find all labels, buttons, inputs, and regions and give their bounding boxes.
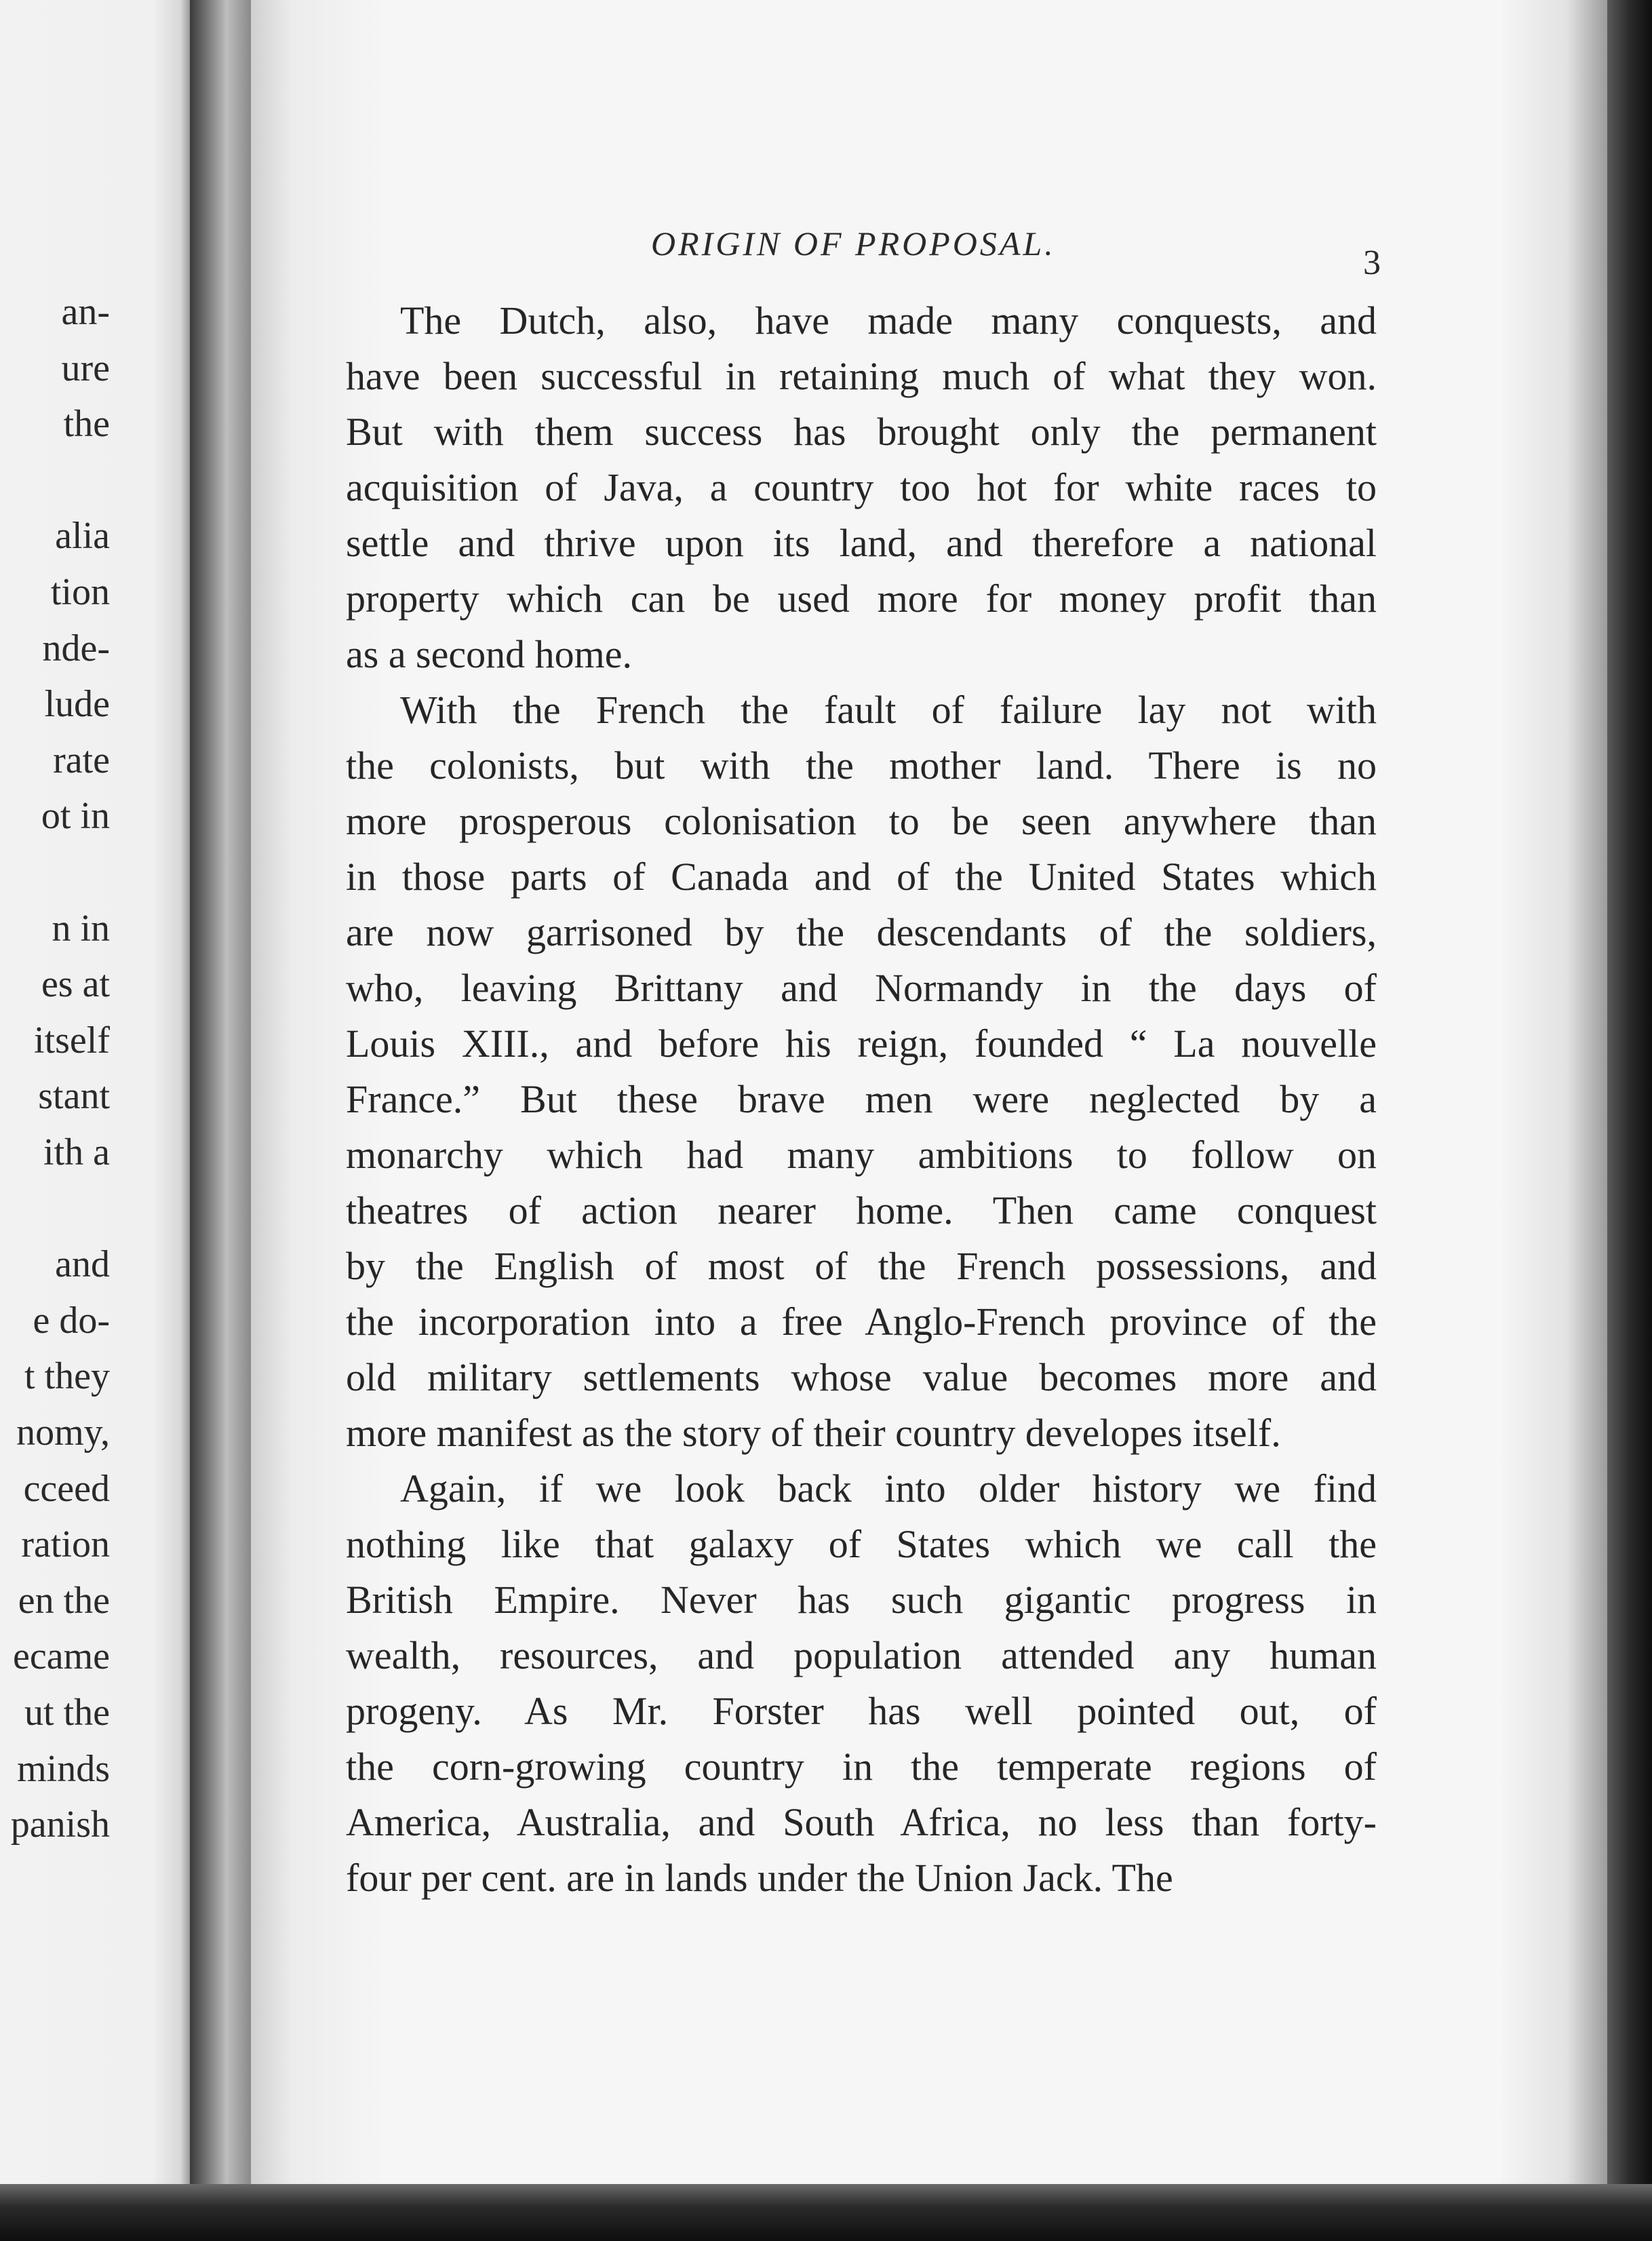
left-page-fragment: nomy, [16, 1411, 110, 1454]
left-page-fragment: stant [38, 1075, 110, 1118]
text-line: settle and thrive upon its land, and therefore a national [346, 521, 1377, 565]
left-page-fragment: t they [24, 1355, 110, 1398]
text-line: the colonists, but with the mother land. There is no [346, 743, 1377, 787]
text-line: as a second home. [346, 632, 632, 676]
book-gutter [190, 0, 251, 2241]
text-line: more manifest as the story of their country developes itself. [346, 1411, 1281, 1455]
left-page-fragment: ith a [43, 1131, 110, 1173]
text-line: more prosperous colonisation to be seen anywhere than [346, 799, 1377, 843]
left-page-fragment: and [55, 1243, 110, 1286]
text-line: acquisition of Java, a country too hot for white races to [346, 465, 1377, 509]
bottom-edge-shadow [0, 2184, 1652, 2241]
text-line: British Empire. Never has such gigantic progress in [346, 1578, 1377, 1622]
left-facing-page [0, 0, 190, 2184]
text-line: monarchy which had many ambitions to follow on [346, 1133, 1377, 1177]
left-page-fragment: nde- [42, 627, 110, 669]
text-line: by the English of most of the French possessions, and [346, 1244, 1377, 1288]
left-page-fragment: cceed [23, 1467, 110, 1510]
paragraph [346, 1461, 1377, 1906]
left-page-fragment: ot in [41, 795, 110, 838]
text-line: theatres of action nearer home. Then came conquest [346, 1188, 1377, 1232]
text-line: the incorporation into a free Anglo-French province of the [346, 1300, 1377, 1344]
left-page-fragment: e do- [33, 1299, 110, 1342]
left-page-fragment: minds [17, 1747, 110, 1790]
text-line: Again, if we look back into older history we find [400, 1466, 1377, 1511]
text-line: France.” But these brave men were neglected by a [346, 1077, 1377, 1121]
text-line: four per cent. are in lands under the Union Jack. The [346, 1856, 1173, 1900]
page-edge-shadow [1607, 0, 1652, 2241]
text-line: wealth, resources, and population attended any human [346, 1633, 1377, 1677]
left-page-fragment: alia [55, 515, 110, 558]
text-line: nothing like that galaxy of States which we call the [346, 1522, 1377, 1566]
left-page-fragment: tion [50, 571, 110, 613]
left-page-fragment: panish [10, 1804, 110, 1846]
left-page-fragment: ration [21, 1523, 110, 1566]
left-page-fragment: en the [18, 1579, 110, 1622]
left-page-fragment: ut the [24, 1692, 110, 1734]
text-line: The Dutch, also, have made many conquests, and [400, 298, 1377, 343]
text-line: Louis XIII., and before his reign, founded “ La nouvelle [346, 1021, 1377, 1066]
left-page-fragment: itself [34, 1019, 110, 1061]
left-page-fragment: n in [52, 907, 110, 950]
text-line: But with them success has brought only the permanent [346, 410, 1377, 454]
text-line: America, Australia, and South Africa, no less than forty- [346, 1800, 1377, 1844]
text-line: who, leaving Brittany and Normandy in the days of [346, 966, 1377, 1010]
running-head: ORIGIN OF PROPOSAL. [651, 225, 1056, 262]
text-line: have been successful in retaining much of what they won. [346, 354, 1377, 398]
text-line: With the French the fault of failure lay not with [400, 688, 1377, 732]
body-text [346, 293, 1377, 1906]
left-page-fragment: lude [44, 683, 110, 726]
text-line: property which can be used more for money profit than [346, 577, 1377, 621]
paragraph [346, 293, 1377, 682]
text-line: the corn-growing country in the temperate regions of [346, 1745, 1377, 1789]
paragraph [346, 682, 1377, 1461]
text-line: old military settlements whose value becomes more and [346, 1355, 1377, 1399]
text-line: progeny. As Mr. Forster has well pointed out, of [346, 1689, 1377, 1733]
left-page-fragment: ure [61, 347, 110, 389]
text-line: are now garrisoned by the descendants of the soldiers, [346, 910, 1377, 954]
left-page-fragment: ecame [13, 1635, 110, 1678]
left-page-fragment: rate [53, 739, 110, 781]
left-page-fragment: es at [41, 963, 110, 1006]
left-page-fragment: an- [61, 291, 110, 333]
page-number: 3 [1363, 243, 1381, 282]
left-page-text [0, 0, 190, 2184]
text-line: in those parts of Canada and of the United States which [346, 855, 1377, 899]
left-page-fragment: the [63, 403, 110, 446]
